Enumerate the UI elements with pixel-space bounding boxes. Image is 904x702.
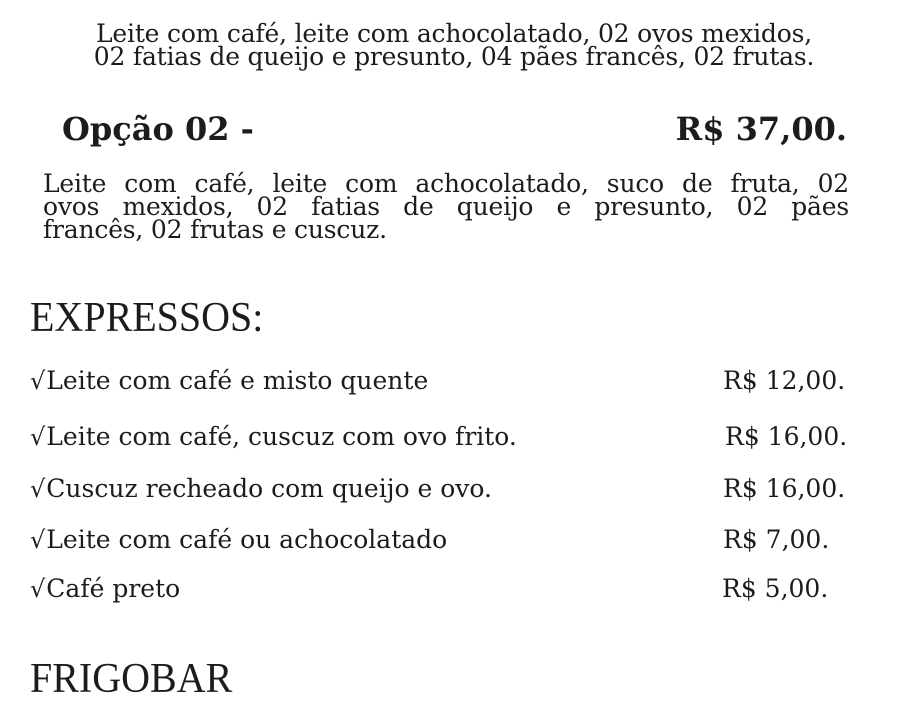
option-1-description [50, 19, 858, 71]
menu-item-price: R$ 16,00. [723, 474, 846, 503]
menu-item-name: Leite com café e misto quente [46, 366, 429, 395]
menu-item [30, 574, 180, 608]
frigobar-section-title: FRIGOBAR [30, 654, 233, 702]
option-2-description [43, 169, 849, 244]
menu-item-price: R$ 16,00. [725, 422, 848, 451]
menu-item-price: R$ 5,00. [722, 574, 829, 603]
option-2-description-line: ovos mexidos, 02 fatias de queijo e presunto, 02 pães [43, 192, 849, 221]
menu-item-price: R$ 12,00. [723, 366, 846, 395]
option-2-title: Opção 02 - [62, 110, 254, 148]
checkmark-icon: √ [30, 475, 46, 503]
option-2-description-line: Leite com café, leite com achocolatado, suco de fruta, 02 [43, 169, 849, 198]
checkmark-icon: √ [30, 367, 46, 395]
checkmark-icon: √ [30, 526, 46, 554]
menu-item-name: Cuscuz recheado com queijo e ovo. [46, 474, 492, 503]
menu-item [30, 422, 517, 456]
option-2-description-line: francês, 02 frutas e cuscuz. [43, 215, 387, 244]
checkmark-icon: √ [30, 423, 46, 451]
expressos-section-title: EXPRESSOS: [30, 293, 264, 341]
menu-item-price: R$ 7,00. [723, 525, 830, 554]
menu-item-name: Leite com café ou achocolatado [46, 525, 448, 554]
menu-item [30, 525, 447, 559]
menu-item [30, 366, 428, 400]
option-2-header [62, 110, 847, 150]
menu-item-name: Café preto [46, 574, 181, 603]
menu-item [30, 474, 492, 508]
option-1-description-line: 02 fatias de queijo e presunto, 04 pães francês, 02 frutas. [93, 42, 815, 71]
checkmark-icon: √ [30, 575, 46, 603]
menu-item-name: Leite com café, cuscuz com ovo frito. [46, 422, 517, 451]
option-2-price: R$ 37,00. [675, 110, 847, 148]
option-1-description-line: Leite com café, leite com achocolatado, 02 ovos mexidos, [96, 19, 812, 48]
